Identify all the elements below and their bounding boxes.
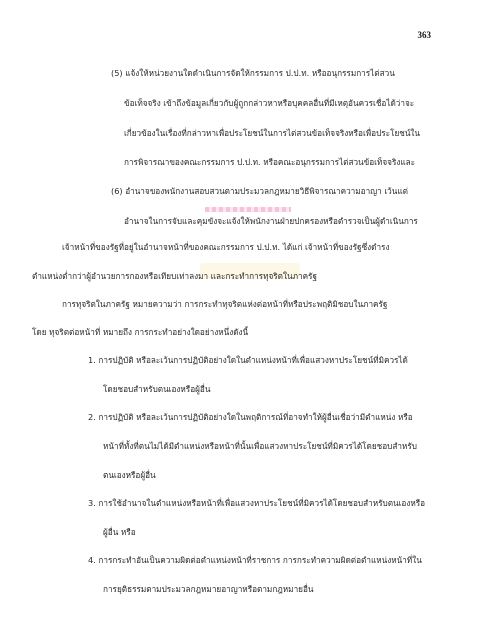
list-item-3-line-1: 3. การใช้อำนาจในตำแหน่งหรือหน้าที่เพื่อแสวงหาประโยชน์ที่มิควรได้โดยชอบสำหรับตนเองหรือ (88, 498, 426, 508)
list-item-1-line-1: 1. การปฏิบัติ หรือละเว้นการปฏิบัติอย่างใดในตำแหน่งหน้าที่เพื่อแสวงหาประโยชน์ที่มิควรได้ (88, 355, 408, 365)
list-item-2-line-2: หน้าที่ทั้งที่ตนไม่ได้มีตำแหน่งหรือหน้าที่นั้นเพื่อแสวงหาประโยชน์ที่มิควรได้โดยชอบสำหรับ (103, 441, 417, 451)
text-line-1: (5) แจ้งให้หน่วยงานใดดำเนินการจัดให้กรรมการ ป.ป.ท. หรืออนุกรรมการไต่สวน (111, 68, 395, 78)
list-item-3-line-2: ผู้อื่น หรือ (103, 527, 136, 537)
watermark-stamp (205, 207, 291, 212)
text-line-7: เจ้าหน้าที่ของรัฐที่อยู่ในอำนาจหน้าที่ของคณะกรรมการ ป.ป.ท. ได้แก่ เจ้าหน้าที่ของรัฐซึ่งดำรง (62, 242, 390, 252)
page-number: 363 (417, 30, 431, 40)
text-line-8: ตำแหน่งต่ำกว่าผู้อำนวยการกองหรือเทียบเท่าลงมา และกระทำการทุจริตในภาครัฐ (32, 271, 317, 281)
text-line-2: ข้อเท็จจริง เข้าถึงข้อมูลเกี่ยวกับผู้ถูกกล่าวหาหรือบุคคลอื่นที่มีเหตุอันควรเชื่อได้ว่าจะ (124, 98, 415, 108)
list-item-1-line-2: โดยชอบสำหรับตนเองหรือผู้อื่น (103, 384, 211, 394)
text-line-4: การพิจารณาของคณะกรรมการ ป.ป.ท. หรือคณะอนุกรรมการไต่สวนข้อเท็จจริงและ (124, 157, 416, 167)
list-item-2-line-1: 2. การปฏิบัติ หรือละเว้นการปฏิบัติอย่างใดในพฤติการณ์ที่อาจทำให้ผู้อื่นเชื่อว่ามีตำแหน่ง หรือ (88, 412, 413, 422)
text-line-9: การทุจริตในภาครัฐ หมายความว่า การกระทำทุจริตแห่งต่อหน้าที่หรือประพฤติมิชอบในภาครัฐ (62, 299, 388, 309)
text-line-6: อำนาจในการจับและคุมขังจะแจ้งให้พนักงานฝ่ายปกครองหรือตำรวจเป็นผู้ดำเนินการ (124, 216, 418, 226)
text-line-3: เกี่ยวข้องในเรื่องที่กล่าวหาเพื่อประโยชน์ในการไต่สวนข้อเท็จจริงหรือเพื่อประโยชน์ใน (124, 128, 421, 138)
list-item-2-line-3: ตนเองหรือผู้อื่น (103, 470, 156, 480)
list-item-4-line-1: 4. การกระทำอันเป็นความผิดต่อตำแหน่งหน้าที่ราชการ การกระทำความผิดต่อตำแหน่งหน้าที่ใน (88, 555, 422, 565)
text-line-10: โดย ทุจริตต่อหน้าที่ หมายถึง การกระทำอย่างใดอย่างหนึ่งดังนี้ (32, 327, 249, 337)
list-item-4-line-2: การยุติธรรมตามประมวลกฎหมายอาญาหรือตามกฎหมายอื่น (103, 584, 314, 594)
text-line-5: (6) อำนาจของพนักงานสอบสวนตามประมวลกฎหมายวิธีพิจารณาความอาญา เว้นแต่ (111, 186, 408, 196)
